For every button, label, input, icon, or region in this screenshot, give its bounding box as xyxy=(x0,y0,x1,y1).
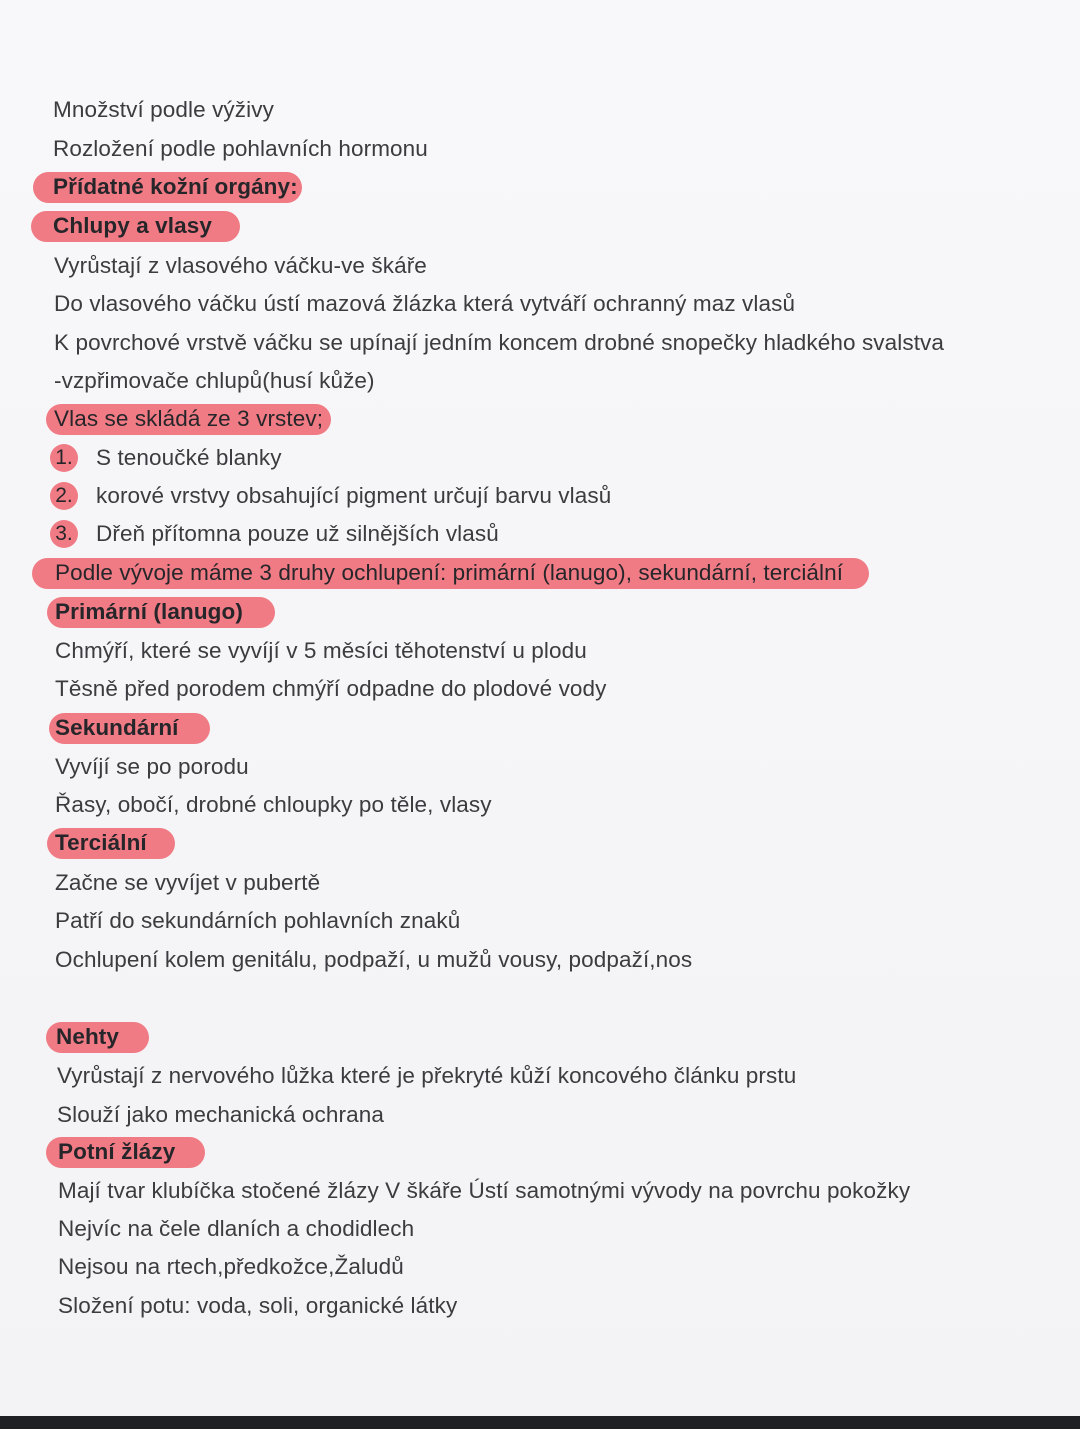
highlighted-heading xyxy=(47,828,175,859)
heading-text: Podle vývoje máme 3 druhy ochlupení: primární (lanugo), sekundární, terciální xyxy=(32,558,869,589)
text-line: Těsně před porodem chmýří odpadne do plodové vody xyxy=(55,676,607,701)
bottom-edge-bar xyxy=(0,1416,1080,1429)
highlighted-heading xyxy=(49,713,210,744)
heading-text: Terciální xyxy=(47,828,175,859)
heading-text: Sekundární xyxy=(49,713,210,744)
text-line: Řasy, obočí, drobné chloupky po těle, vlasy xyxy=(55,792,492,817)
text-line: Vyvíjí se po porodu xyxy=(55,754,249,779)
highlighted-heading xyxy=(32,558,869,589)
text-line: Ochlupení kolem genitálu, podpaží, u mužů vousy, podpaží,nos xyxy=(55,947,693,972)
list-number-badge: 3. xyxy=(50,520,78,548)
text-line: Nejvíc na čele dlaních a chodidlech xyxy=(58,1216,415,1241)
list-number-badge: 2. xyxy=(50,482,78,510)
text-line: Vyrůstají z nervového lůžka které je překryté kůží koncového článku prstu xyxy=(57,1063,797,1088)
list-item: S tenoučké blanky xyxy=(96,445,282,470)
heading-text: Chlupy a vlasy xyxy=(31,211,240,242)
text-line: Patří do sekundárních pohlavních znaků xyxy=(55,908,461,933)
text-line: Množství podle výživy xyxy=(53,97,274,122)
text-line: Slouží jako mechanická ochrana xyxy=(57,1102,384,1127)
highlighted-heading xyxy=(33,172,302,203)
list-item: Dřeň přítomna pouze už silnějších vlasů xyxy=(96,521,499,546)
highlighted-heading xyxy=(31,211,240,242)
text-line: Nejsou na rtech,předkožce,Žaludů xyxy=(58,1254,404,1279)
text-line: Začne se vyvíjet v pubertě xyxy=(55,870,321,895)
heading-text: Primární (lanugo) xyxy=(47,597,275,628)
text-line: Chmýří, které se vyvíjí v 5 měsíci těhotenství u plodu xyxy=(55,638,587,663)
text-line: Vyrůstají z vlasového váčku-ve škáře xyxy=(54,253,427,278)
heading-text: Přídatné kožní orgány: xyxy=(33,172,302,203)
text-line: Do vlasového váčku ústí mazová žlázka která vytváří ochranný maz vlasů xyxy=(54,291,796,316)
highlighted-heading xyxy=(47,597,275,628)
highlighted-heading xyxy=(46,1137,205,1168)
heading-text: Potní žlázy xyxy=(46,1137,205,1168)
highlighted-heading xyxy=(46,404,331,435)
text-line: -vzpřimovače chlupů(husí kůže) xyxy=(54,368,375,393)
text-line: Mají tvar klubíčka stočené žlázy V škáře Ústí samotnými vývody na povrchu pokožky xyxy=(58,1178,911,1203)
heading-text: Vlas se skládá ze 3 vrstev; xyxy=(46,404,331,435)
text-line: Rozložení podle pohlavních hormonu xyxy=(53,136,428,161)
highlighted-heading xyxy=(46,1022,149,1053)
list-item: korové vrstvy obsahující pigment určují barvu vlasů xyxy=(96,483,612,508)
text-line: Složení potu: voda, soli, organické látky xyxy=(58,1293,458,1318)
list-number-badge: 1. xyxy=(50,444,78,472)
heading-text: Nehty xyxy=(46,1022,149,1053)
text-line: K povrchové vrstvě váčku se upínají jedním koncem drobné snopečky hladkého svalstva xyxy=(54,330,945,355)
